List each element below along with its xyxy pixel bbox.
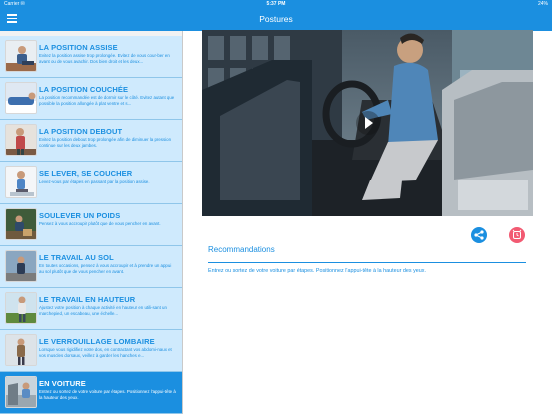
carrier-label: Carrier ✉: [4, 1, 25, 7]
thumbnail-image: [5, 250, 37, 282]
thumbnail-image: [5, 166, 37, 198]
item-description: Lorsque vous rigidifiez votre dos, en contractant vos abdomi-naux et vos muscles dorsaux, veillez à garder les hanches e...: [39, 347, 172, 358]
item-description: Pensez à vous accroupir plutôt que de vous pencher en avant.: [39, 221, 161, 226]
item-title: LE TRAVAIL AU SOL: [39, 253, 114, 262]
item-title: LA POSITION DEBOUT: [39, 127, 123, 136]
page-title: Postures: [259, 14, 293, 24]
item-title: LE VERROUILLAGE LOMBAIRE: [39, 337, 155, 346]
recommendation-text: Entrez ou sortez de votre voiture par étapes. Positionnez l'appui-tête à la hauteur des yeux.: [208, 268, 426, 274]
item-description: Evitez la position assise trop prolongée. Evitez de vous cour-ber en avant ou de vous avachir. Dos bien droit et les deux...: [39, 53, 170, 64]
list-item-travail-hauteur[interactable]: [0, 288, 182, 330]
list-item-position-assise[interactable]: [0, 36, 182, 78]
item-title: EN VOITURE: [39, 379, 86, 388]
item-description: Levez-vous par étapes en passant par la position assise.: [39, 179, 150, 184]
thumbnail-image: [5, 292, 37, 324]
item-description: En toutes occasions, pensez à vous accroupir et à prendre un appui au sol plutôt que de vous pencher en avant.: [39, 263, 172, 274]
item-description: Entrez ou sortez de votre voiture par étapes. Positionnez l'appui-tête à la hauteur des yeux.: [39, 389, 176, 400]
item-description: Evitez la position debout trop prolongée afin de diminuer la pression continue sur les deux jambes.: [39, 137, 172, 148]
list-item-verrouillage-lombaire[interactable]: [0, 330, 182, 372]
item-description: La position recommandée est de dormir sur le côté. Evitez autant que possible la position allongée à plat ventre et s...: [39, 95, 175, 106]
thumbnail-image: [5, 40, 37, 72]
thumbnail-image: [5, 376, 37, 408]
status-bar: [0, 0, 552, 9]
clock: 5:37 PM: [266, 1, 286, 7]
item-title: SE LEVER, SE COUCHER: [39, 169, 133, 178]
item-title: LE TRAVAIL EN HAUTEUR: [39, 295, 136, 304]
list-item-en-voiture[interactable]: [0, 372, 182, 414]
item-title: LA POSITION ASSISE: [39, 43, 118, 52]
list-item-soulever-poids[interactable]: [0, 204, 182, 246]
item-title: SOULEVER UN POIDS: [39, 211, 121, 220]
item-title: LA POSITION COUCHÉE: [39, 85, 129, 94]
divider: [208, 262, 526, 263]
posture-list[interactable]: [0, 31, 183, 414]
thumbnail-image: [5, 82, 37, 114]
item-description: Ajustez votre position à chaque activité en hauteur en utili-sant un marchepied, un escabeau, une échelle...: [39, 305, 167, 316]
alarm-clock-icon[interactable]: [509, 227, 525, 243]
list-item-se-lever[interactable]: [0, 162, 182, 204]
thumbnail-image: [5, 334, 37, 366]
section-title: Recommandations: [208, 245, 275, 254]
battery-indicator: 24%: [537, 1, 548, 7]
thumbnail-image: [5, 124, 37, 156]
list-item-travail-sol[interactable]: [0, 246, 182, 288]
list-item-position-couchee[interactable]: [0, 78, 182, 120]
share-icon[interactable]: [471, 227, 487, 243]
thumbnail-image: [5, 208, 37, 240]
play-icon[interactable]: [356, 111, 380, 135]
list-item-position-debout[interactable]: [0, 120, 182, 162]
nav-bar: [0, 9, 552, 31]
